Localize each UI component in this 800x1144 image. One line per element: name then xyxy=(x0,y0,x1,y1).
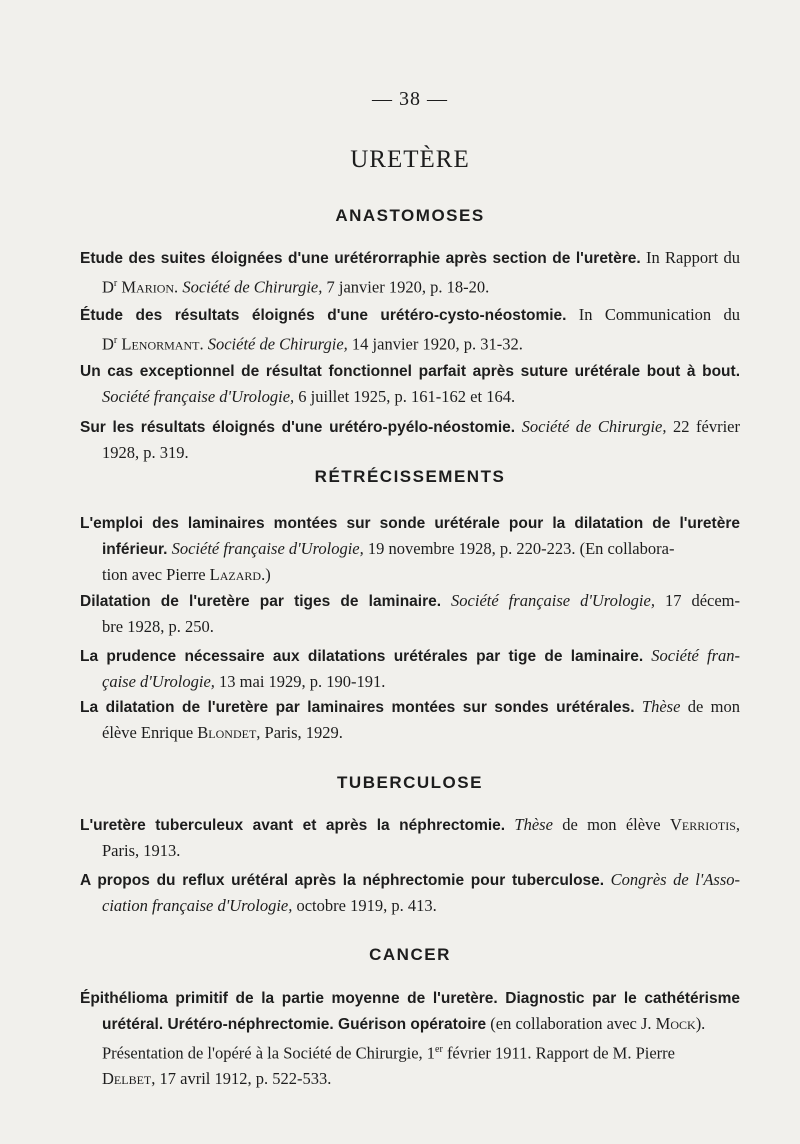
heading-retrecissements: RÉTRÉCISSEMENTS xyxy=(314,467,506,486)
entry-retrecissements-4: La dilatation de l'uretère par laminaires montées sur sondes urétérales. Thèse de mon élève Enrique Blondet, Paris, 1929. xyxy=(80,697,740,742)
section-title: URETÈRE xyxy=(350,146,470,173)
entry-cancer-1: Épithélioma primitif de la partie moyenne de l'uretère. Diagnostic par le cathétérisme urétéral. Urétéro-néphrectomie. Guérison opératoire (en collaboration avec J. Mock). Présentation de l'opéré à la Société de Chirurgie, 1er février 1911. Rapport de M. Pierre Delbet, 17 avril 1912, p. 522-533. xyxy=(80,990,740,1088)
entry-retrecissements-3: La prudence nécessaire aux dilatations urétérales par tige de laminaire. Société fran- çaise d'Urologie, 13 mai 1929, p. 190-191. xyxy=(80,646,740,691)
entry-tuberculose-2: A propos du reflux urétéral après la néphrectomie pour tuberculose. Congrès de l'Asso- ciation française d'Urologie, octobre 1919, p. 413. xyxy=(80,870,740,915)
entry-anastomoses-3: Un cas exceptionnel de résultat fonctionnel parfait après suture urétérale bout à bout. Société française d'Urologie, 6 juillet 1925, p. 161-162 et 164. xyxy=(80,363,740,406)
entry-tuberculose-1: L'uretère tuberculeux avant et après la néphrectomie. Thèse de mon élève Verriotis, Paris, 1913. xyxy=(80,815,740,860)
heading-tuberculose: TUBERCULOSE xyxy=(337,773,483,792)
page-number: — 38 — xyxy=(372,88,448,110)
entry-anastomoses-4: Sur les résultats éloignés d'une urétéro-pyélo-néostomie. Société de Chirurgie, 22 février 1928, p. 319. xyxy=(80,417,740,462)
heading-anastomoses: ANASTOMOSES xyxy=(335,206,485,225)
entry-retrecissements-2: Dilatation de l'uretère par tiges de laminaire. Société française d'Urologie, 17 décem- bre 1928, p. 250. xyxy=(80,591,741,636)
entry-retrecissements-1: L'emploi des laminaires montées sur sonde urétérale pour la dilatation de l'uretère inférieur. Société française d'Urologie, 19 novembre 1928, p. 220-223. (En collabora- tion avec Pierre Lazard.) xyxy=(80,515,740,584)
entry-anastomoses-1: Etude des suites éloignées d'une urétérorraphie après section de l'uretère. In Rapport du $D^r$ Marion. Société de Chirurgie, 7 janvier 1920, p. 18-20. xyxy=(80,248,741,297)
heading-cancer: CANCER xyxy=(369,945,451,964)
entry-anastomoses-2: Étude des résultats éloignés d'une urétéro-cysto-néostomie. In Communication du $D^r$ Lenormant. Société de Chirurgie, 14 janvier 1920, p. 31-32. xyxy=(80,305,740,354)
